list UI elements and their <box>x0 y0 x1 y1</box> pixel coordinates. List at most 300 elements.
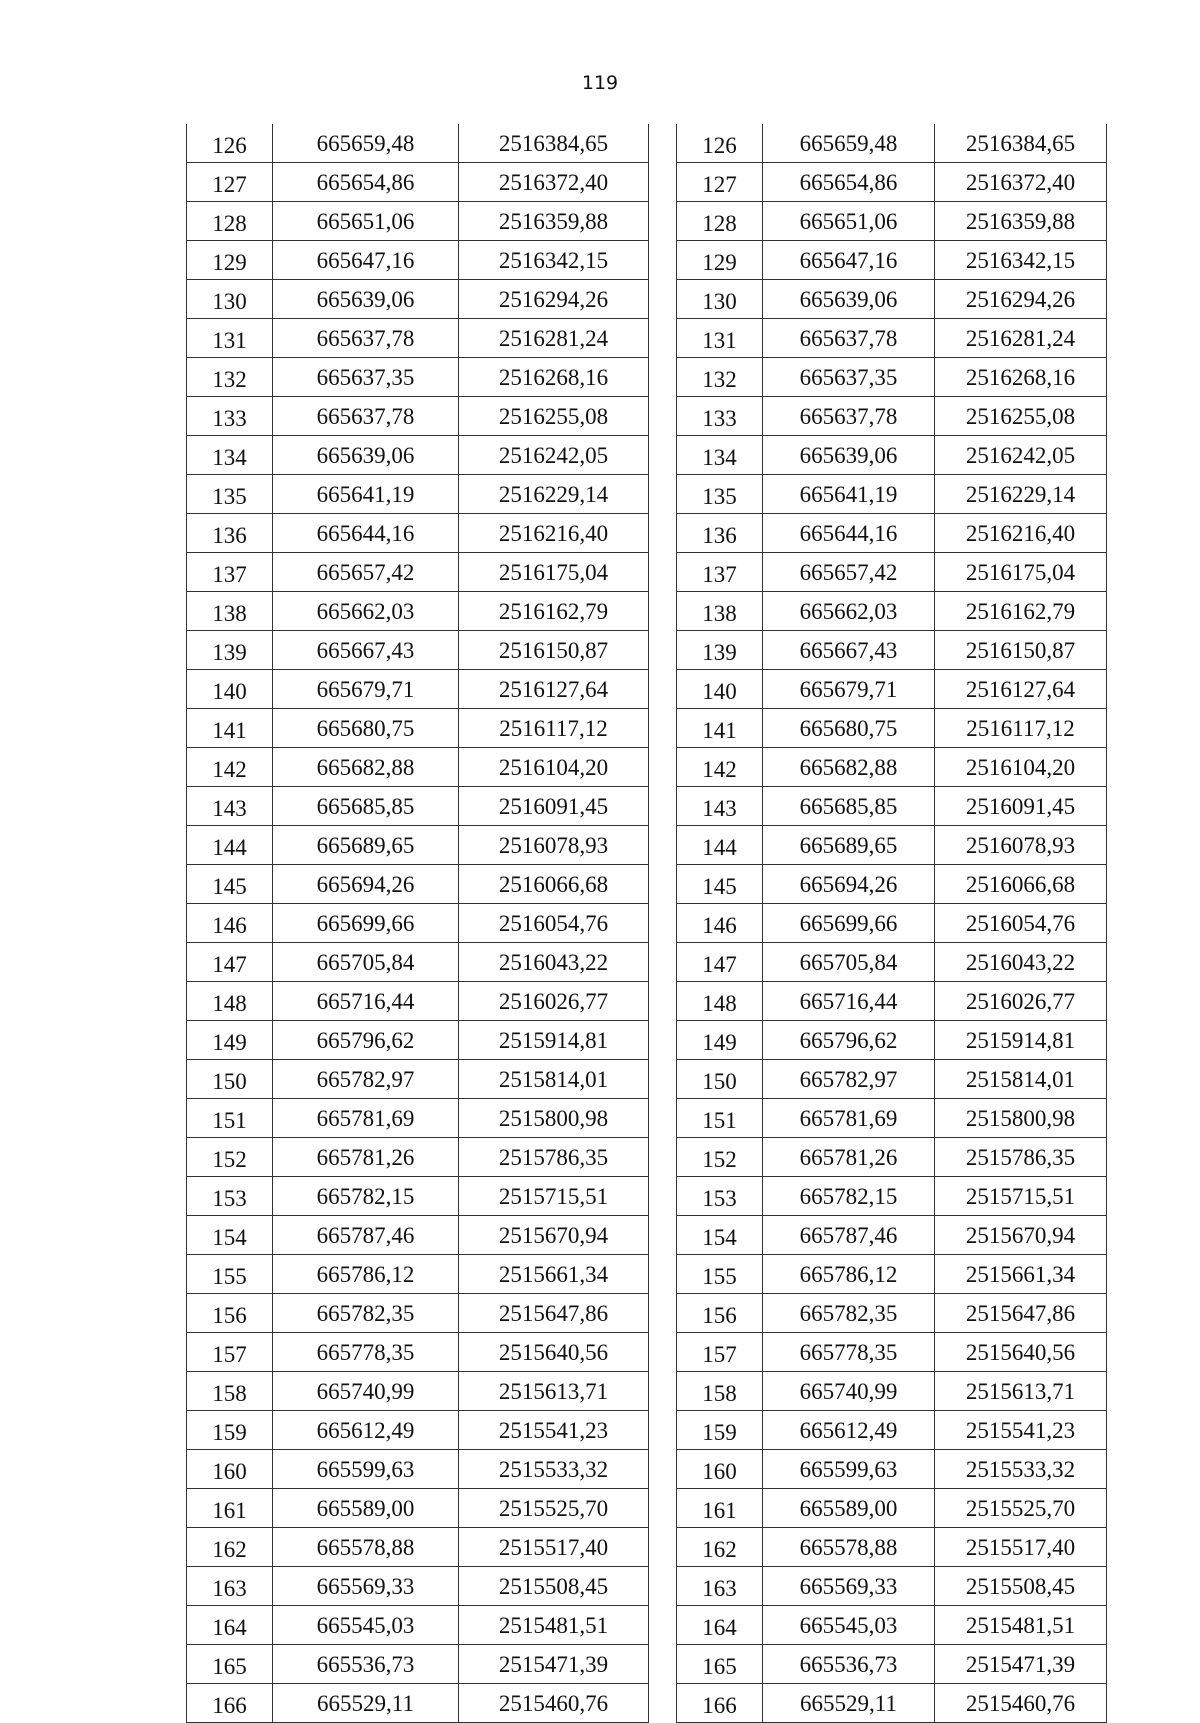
table-row <box>677 1333 1107 1372</box>
point-number-cell: 155 <box>677 1255 763 1294</box>
table-row <box>677 1489 1107 1528</box>
x-coordinate-cell: 665685,85 <box>273 787 459 826</box>
table-row <box>677 1021 1107 1060</box>
y-coordinate-cell: 2515481,51 <box>935 1606 1107 1645</box>
table-row <box>677 943 1107 982</box>
x-coordinate-cell: 665716,44 <box>273 982 459 1021</box>
y-coordinate-cell: 2515525,70 <box>935 1489 1107 1528</box>
table-row <box>187 1684 649 1723</box>
table-row <box>677 124 1107 163</box>
x-coordinate-cell: 665545,03 <box>763 1606 935 1645</box>
y-coordinate-cell: 2515613,71 <box>935 1372 1107 1411</box>
table-row <box>187 553 649 592</box>
coordinates-table-right <box>676 124 1107 1723</box>
point-number-cell: 127 <box>677 163 763 202</box>
table-row <box>677 280 1107 319</box>
y-coordinate-cell: 2515670,94 <box>935 1216 1107 1255</box>
table-row <box>187 592 649 631</box>
point-number-cell: 133 <box>677 397 763 436</box>
x-coordinate-cell: 665786,12 <box>763 1255 935 1294</box>
y-coordinate-cell: 2516026,77 <box>935 982 1107 1021</box>
y-coordinate-cell: 2515541,23 <box>935 1411 1107 1450</box>
point-number-cell: 150 <box>187 1060 273 1099</box>
y-coordinate-cell: 2515914,81 <box>459 1021 649 1060</box>
x-coordinate-cell: 665641,19 <box>763 475 935 514</box>
point-number-cell: 132 <box>677 358 763 397</box>
table-row <box>677 1294 1107 1333</box>
table-row <box>677 358 1107 397</box>
x-coordinate-cell: 665639,06 <box>273 436 459 475</box>
table-row <box>187 1372 649 1411</box>
table-row <box>187 631 649 670</box>
y-coordinate-cell: 2516255,08 <box>459 397 649 436</box>
x-coordinate-cell: 665637,78 <box>763 319 935 358</box>
y-coordinate-cell: 2516054,76 <box>935 904 1107 943</box>
table-row <box>187 358 649 397</box>
table-row <box>677 826 1107 865</box>
y-coordinate-cell: 2516117,12 <box>935 709 1107 748</box>
table-row <box>187 1567 649 1606</box>
point-number-cell: 163 <box>187 1567 273 1606</box>
y-coordinate-cell: 2516162,79 <box>935 592 1107 631</box>
point-number-cell: 126 <box>187 124 273 163</box>
point-number-cell: 138 <box>677 592 763 631</box>
y-coordinate-cell: 2516229,14 <box>935 475 1107 514</box>
point-number-cell: 166 <box>187 1684 273 1723</box>
table-row <box>677 592 1107 631</box>
point-number-cell: 133 <box>187 397 273 436</box>
table-row <box>677 1645 1107 1684</box>
table-row <box>677 1099 1107 1138</box>
x-coordinate-cell: 665641,19 <box>273 475 459 514</box>
table-row <box>187 202 649 241</box>
table-row <box>187 748 649 787</box>
y-coordinate-cell: 2515471,39 <box>935 1645 1107 1684</box>
x-coordinate-cell: 665781,69 <box>273 1099 459 1138</box>
table-row <box>187 397 649 436</box>
x-coordinate-cell: 665782,15 <box>273 1177 459 1216</box>
table-row <box>187 1606 649 1645</box>
x-coordinate-cell: 665536,73 <box>763 1645 935 1684</box>
table-row <box>187 865 649 904</box>
point-number-cell: 153 <box>187 1177 273 1216</box>
x-coordinate-cell: 665647,16 <box>273 241 459 280</box>
point-number-cell: 163 <box>677 1567 763 1606</box>
table-row <box>187 1060 649 1099</box>
point-number-cell: 152 <box>677 1138 763 1177</box>
x-coordinate-cell: 665639,06 <box>273 280 459 319</box>
table-row <box>677 241 1107 280</box>
x-coordinate-cell: 665682,88 <box>273 748 459 787</box>
x-coordinate-cell: 665659,48 <box>273 124 459 163</box>
point-number-cell: 151 <box>677 1099 763 1138</box>
x-coordinate-cell: 665637,78 <box>763 397 935 436</box>
point-number-cell: 135 <box>187 475 273 514</box>
y-coordinate-cell: 2516150,87 <box>459 631 649 670</box>
x-coordinate-cell: 665589,00 <box>763 1489 935 1528</box>
y-coordinate-cell: 2515460,76 <box>459 1684 649 1723</box>
y-coordinate-cell: 2516372,40 <box>935 163 1107 202</box>
x-coordinate-cell: 665778,35 <box>763 1333 935 1372</box>
point-number-cell: 160 <box>187 1450 273 1489</box>
point-number-cell: 159 <box>187 1411 273 1450</box>
y-coordinate-cell: 2516242,05 <box>459 436 649 475</box>
x-coordinate-cell: 665786,12 <box>273 1255 459 1294</box>
table-row <box>677 1450 1107 1489</box>
y-coordinate-cell: 2516175,04 <box>935 553 1107 592</box>
table-row <box>187 1099 649 1138</box>
table-row <box>187 1333 649 1372</box>
point-number-cell: 156 <box>187 1294 273 1333</box>
point-number-cell: 153 <box>677 1177 763 1216</box>
point-number-cell: 147 <box>187 943 273 982</box>
y-coordinate-cell: 2515800,98 <box>935 1099 1107 1138</box>
y-coordinate-cell: 2516054,76 <box>459 904 649 943</box>
point-number-cell: 158 <box>677 1372 763 1411</box>
table-row <box>187 1216 649 1255</box>
point-number-cell: 146 <box>187 904 273 943</box>
y-coordinate-cell: 2516150,87 <box>935 631 1107 670</box>
table-row <box>677 982 1107 1021</box>
point-number-cell: 127 <box>187 163 273 202</box>
y-coordinate-cell: 2516216,40 <box>935 514 1107 553</box>
x-coordinate-cell: 665679,71 <box>763 670 935 709</box>
table-row <box>187 982 649 1021</box>
table-row <box>187 1255 649 1294</box>
point-number-cell: 164 <box>677 1606 763 1645</box>
x-coordinate-cell: 665662,03 <box>273 592 459 631</box>
y-coordinate-cell: 2515715,51 <box>459 1177 649 1216</box>
x-coordinate-cell: 665787,46 <box>273 1216 459 1255</box>
x-coordinate-cell: 665599,63 <box>763 1450 935 1489</box>
table-row <box>677 865 1107 904</box>
y-coordinate-cell: 2515786,35 <box>935 1138 1107 1177</box>
point-number-cell: 147 <box>677 943 763 982</box>
x-coordinate-cell: 665796,62 <box>763 1021 935 1060</box>
y-coordinate-cell: 2515481,51 <box>459 1606 649 1645</box>
x-coordinate-cell: 665639,06 <box>763 436 935 475</box>
y-coordinate-cell: 2516342,15 <box>935 241 1107 280</box>
table-row <box>187 1489 649 1528</box>
table-row <box>187 163 649 202</box>
x-coordinate-cell: 665659,48 <box>763 124 935 163</box>
x-coordinate-cell: 665682,88 <box>763 748 935 787</box>
table-row <box>677 553 1107 592</box>
table-row <box>187 1411 649 1450</box>
point-number-cell: 136 <box>677 514 763 553</box>
x-coordinate-cell: 665612,49 <box>273 1411 459 1450</box>
coordinates-table-left <box>186 124 649 1723</box>
x-coordinate-cell: 665787,46 <box>763 1216 935 1255</box>
x-coordinate-cell: 665667,43 <box>273 631 459 670</box>
y-coordinate-cell: 2515613,71 <box>459 1372 649 1411</box>
y-coordinate-cell: 2515541,23 <box>459 1411 649 1450</box>
y-coordinate-cell: 2516091,45 <box>935 787 1107 826</box>
y-coordinate-cell: 2516175,04 <box>459 553 649 592</box>
y-coordinate-cell: 2516294,26 <box>459 280 649 319</box>
point-number-cell: 138 <box>187 592 273 631</box>
y-coordinate-cell: 2516043,22 <box>459 943 649 982</box>
table-row <box>187 1294 649 1333</box>
point-number-cell: 149 <box>677 1021 763 1060</box>
point-number-cell: 140 <box>677 670 763 709</box>
table-row <box>677 1138 1107 1177</box>
y-coordinate-cell: 2516127,64 <box>935 670 1107 709</box>
point-number-cell: 141 <box>187 709 273 748</box>
point-number-cell: 164 <box>187 1606 273 1645</box>
y-coordinate-cell: 2515814,01 <box>935 1060 1107 1099</box>
point-number-cell: 158 <box>187 1372 273 1411</box>
y-coordinate-cell: 2516162,79 <box>459 592 649 631</box>
x-coordinate-cell: 665651,06 <box>763 202 935 241</box>
x-coordinate-cell: 665599,63 <box>273 1450 459 1489</box>
table-row <box>677 1255 1107 1294</box>
point-number-cell: 145 <box>187 865 273 904</box>
y-coordinate-cell: 2516281,24 <box>459 319 649 358</box>
point-number-cell: 139 <box>187 631 273 670</box>
y-coordinate-cell: 2515508,45 <box>935 1567 1107 1606</box>
y-coordinate-cell: 2516127,64 <box>459 670 649 709</box>
point-number-cell: 135 <box>677 475 763 514</box>
y-coordinate-cell: 2516104,20 <box>459 748 649 787</box>
x-coordinate-cell: 665644,16 <box>763 514 935 553</box>
x-coordinate-cell: 665644,16 <box>273 514 459 553</box>
y-coordinate-cell: 2516359,88 <box>935 202 1107 241</box>
table-row <box>677 436 1107 475</box>
table-row <box>187 241 649 280</box>
table-row <box>187 436 649 475</box>
x-coordinate-cell: 665781,26 <box>763 1138 935 1177</box>
y-coordinate-cell: 2516384,65 <box>459 124 649 163</box>
x-coordinate-cell: 665536,73 <box>273 1645 459 1684</box>
x-coordinate-cell: 665637,78 <box>273 397 459 436</box>
point-number-cell: 162 <box>187 1528 273 1567</box>
x-coordinate-cell: 665716,44 <box>763 982 935 1021</box>
x-coordinate-cell: 665637,35 <box>763 358 935 397</box>
point-number-cell: 134 <box>677 436 763 475</box>
table-row <box>677 1216 1107 1255</box>
point-number-cell: 130 <box>187 280 273 319</box>
table-row <box>187 1138 649 1177</box>
point-number-cell: 161 <box>677 1489 763 1528</box>
point-number-cell: 157 <box>677 1333 763 1372</box>
table-row <box>677 670 1107 709</box>
y-coordinate-cell: 2515533,32 <box>935 1450 1107 1489</box>
point-number-cell: 141 <box>677 709 763 748</box>
table-row <box>187 124 649 163</box>
x-coordinate-cell: 665778,35 <box>273 1333 459 1372</box>
table-row <box>677 514 1107 553</box>
x-coordinate-cell: 665782,97 <box>763 1060 935 1099</box>
x-coordinate-cell: 665685,85 <box>763 787 935 826</box>
point-number-cell: 154 <box>187 1216 273 1255</box>
table-row <box>677 1411 1107 1450</box>
point-number-cell: 144 <box>187 826 273 865</box>
table-row <box>187 670 649 709</box>
point-number-cell: 154 <box>677 1216 763 1255</box>
table-row <box>677 1372 1107 1411</box>
point-number-cell: 131 <box>677 319 763 358</box>
table-row <box>187 1021 649 1060</box>
table-row <box>677 709 1107 748</box>
x-coordinate-cell: 665654,86 <box>273 163 459 202</box>
y-coordinate-cell: 2515525,70 <box>459 1489 649 1528</box>
y-coordinate-cell: 2515533,32 <box>459 1450 649 1489</box>
table-row <box>187 904 649 943</box>
y-coordinate-cell: 2515640,56 <box>459 1333 649 1372</box>
table-row <box>187 475 649 514</box>
y-coordinate-cell: 2515647,86 <box>459 1294 649 1333</box>
x-coordinate-cell: 665694,26 <box>273 865 459 904</box>
table-row <box>677 1177 1107 1216</box>
y-coordinate-cell: 2516268,16 <box>935 358 1107 397</box>
table-row <box>677 631 1107 670</box>
x-coordinate-cell: 665662,03 <box>763 592 935 631</box>
x-coordinate-cell: 665680,75 <box>273 709 459 748</box>
x-coordinate-cell: 665689,65 <box>763 826 935 865</box>
point-number-cell: 149 <box>187 1021 273 1060</box>
x-coordinate-cell: 665612,49 <box>763 1411 935 1450</box>
x-coordinate-cell: 665637,35 <box>273 358 459 397</box>
table-row <box>677 1684 1107 1723</box>
table-row <box>187 280 649 319</box>
point-number-cell: 159 <box>677 1411 763 1450</box>
table-row <box>677 1567 1107 1606</box>
table-row <box>187 1177 649 1216</box>
x-coordinate-cell: 665699,66 <box>273 904 459 943</box>
x-coordinate-cell: 665679,71 <box>273 670 459 709</box>
table-row <box>677 397 1107 436</box>
y-coordinate-cell: 2516043,22 <box>935 943 1107 982</box>
page-number: 119 <box>581 72 619 94</box>
y-coordinate-cell: 2516372,40 <box>459 163 649 202</box>
x-coordinate-cell: 665740,99 <box>273 1372 459 1411</box>
point-number-cell: 148 <box>187 982 273 1021</box>
point-number-cell: 132 <box>187 358 273 397</box>
point-number-cell: 161 <box>187 1489 273 1528</box>
x-coordinate-cell: 665689,65 <box>273 826 459 865</box>
y-coordinate-cell: 2516066,68 <box>935 865 1107 904</box>
table-row <box>187 319 649 358</box>
table-row <box>677 787 1107 826</box>
y-coordinate-cell: 2516066,68 <box>459 865 649 904</box>
y-coordinate-cell: 2516229,14 <box>459 475 649 514</box>
table-row <box>187 787 649 826</box>
point-number-cell: 165 <box>187 1645 273 1684</box>
point-number-cell: 126 <box>677 124 763 163</box>
point-number-cell: 131 <box>187 319 273 358</box>
x-coordinate-cell: 665578,88 <box>273 1528 459 1567</box>
table-row <box>187 1450 649 1489</box>
x-coordinate-cell: 665705,84 <box>763 943 935 982</box>
y-coordinate-cell: 2516359,88 <box>459 202 649 241</box>
y-coordinate-cell: 2515647,86 <box>935 1294 1107 1333</box>
y-coordinate-cell: 2515814,01 <box>459 1060 649 1099</box>
point-number-cell: 143 <box>187 787 273 826</box>
y-coordinate-cell: 2515914,81 <box>935 1021 1107 1060</box>
table-row <box>677 202 1107 241</box>
y-coordinate-cell: 2515670,94 <box>459 1216 649 1255</box>
point-number-cell: 157 <box>187 1333 273 1372</box>
table-row <box>677 163 1107 202</box>
point-number-cell: 139 <box>677 631 763 670</box>
x-coordinate-cell: 665782,35 <box>273 1294 459 1333</box>
x-coordinate-cell: 665654,86 <box>763 163 935 202</box>
point-number-cell: 143 <box>677 787 763 826</box>
point-number-cell: 165 <box>677 1645 763 1684</box>
point-number-cell: 136 <box>187 514 273 553</box>
y-coordinate-cell: 2516255,08 <box>935 397 1107 436</box>
y-coordinate-cell: 2516281,24 <box>935 319 1107 358</box>
y-coordinate-cell: 2516342,15 <box>459 241 649 280</box>
point-number-cell: 150 <box>677 1060 763 1099</box>
y-coordinate-cell: 2515661,34 <box>459 1255 649 1294</box>
point-number-cell: 144 <box>677 826 763 865</box>
table-row <box>677 748 1107 787</box>
point-number-cell: 137 <box>187 553 273 592</box>
point-number-cell: 129 <box>677 241 763 280</box>
table-row <box>187 826 649 865</box>
y-coordinate-cell: 2516384,65 <box>935 124 1107 163</box>
table-row <box>187 514 649 553</box>
y-coordinate-cell: 2515460,76 <box>935 1684 1107 1723</box>
x-coordinate-cell: 665782,97 <box>273 1060 459 1099</box>
table-row <box>677 319 1107 358</box>
y-coordinate-cell: 2516078,93 <box>459 826 649 865</box>
x-coordinate-cell: 665781,69 <box>763 1099 935 1138</box>
point-number-cell: 151 <box>187 1099 273 1138</box>
x-coordinate-cell: 665680,75 <box>763 709 935 748</box>
point-number-cell: 142 <box>187 748 273 787</box>
y-coordinate-cell: 2515471,39 <box>459 1645 649 1684</box>
x-coordinate-cell: 665657,42 <box>763 553 935 592</box>
point-number-cell: 145 <box>677 865 763 904</box>
table-row <box>677 475 1107 514</box>
y-coordinate-cell: 2515661,34 <box>935 1255 1107 1294</box>
point-number-cell: 128 <box>187 202 273 241</box>
y-coordinate-cell: 2516091,45 <box>459 787 649 826</box>
table-row <box>677 1528 1107 1567</box>
y-coordinate-cell: 2516117,12 <box>459 709 649 748</box>
y-coordinate-cell: 2515715,51 <box>935 1177 1107 1216</box>
x-coordinate-cell: 665705,84 <box>273 943 459 982</box>
point-number-cell: 129 <box>187 241 273 280</box>
x-coordinate-cell: 665699,66 <box>763 904 935 943</box>
y-coordinate-cell: 2516104,20 <box>935 748 1107 787</box>
x-coordinate-cell: 665529,11 <box>763 1684 935 1723</box>
x-coordinate-cell: 665796,62 <box>273 1021 459 1060</box>
x-coordinate-cell: 665637,78 <box>273 319 459 358</box>
x-coordinate-cell: 665589,00 <box>273 1489 459 1528</box>
table-row <box>677 1606 1107 1645</box>
x-coordinate-cell: 665694,26 <box>763 865 935 904</box>
table-row <box>187 709 649 748</box>
point-number-cell: 146 <box>677 904 763 943</box>
x-coordinate-cell: 665529,11 <box>273 1684 459 1723</box>
point-number-cell: 162 <box>677 1528 763 1567</box>
x-coordinate-cell: 665569,33 <box>273 1567 459 1606</box>
point-number-cell: 155 <box>187 1255 273 1294</box>
y-coordinate-cell: 2515640,56 <box>935 1333 1107 1372</box>
x-coordinate-cell: 665657,42 <box>273 553 459 592</box>
y-coordinate-cell: 2515517,40 <box>935 1528 1107 1567</box>
y-coordinate-cell: 2515517,40 <box>459 1528 649 1567</box>
y-coordinate-cell: 2516216,40 <box>459 514 649 553</box>
x-coordinate-cell: 665782,15 <box>763 1177 935 1216</box>
x-coordinate-cell: 665647,16 <box>763 241 935 280</box>
y-coordinate-cell: 2516078,93 <box>935 826 1107 865</box>
y-coordinate-cell: 2515786,35 <box>459 1138 649 1177</box>
